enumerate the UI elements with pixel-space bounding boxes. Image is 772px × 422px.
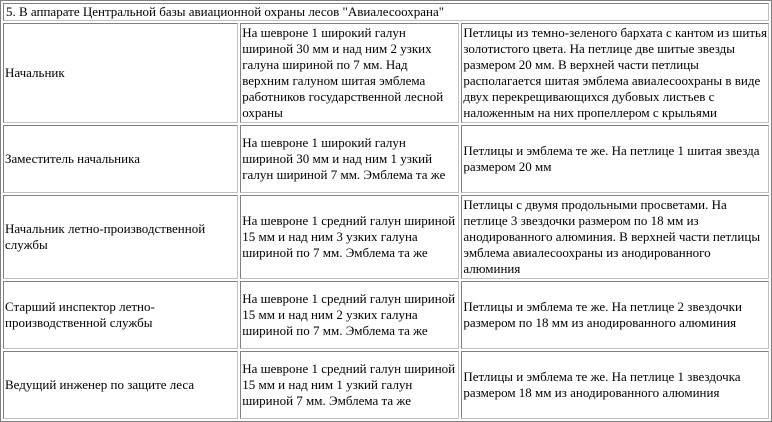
section-title: 5. В аппарате Центральной базы авиационной охраны лесов "Авиалесоохрана" [3,3,769,21]
collar-cell: Петлицы и эмблема те же. На петлице 1 звездочка размером 18 мм из анодированного алюминия [461,351,769,419]
section-heading-row [3,3,769,21]
chevron-cell: На шевроне 1 средний галун шириной 15 мм и над ним 1 узкий галун шириной 7 мм. Эмблема та же [240,351,459,419]
chevron-cell: На шевроне 1 широкий галун шириной 30 мм и над ним 1 узкий галун шириной 7 мм. Эмблема та же [240,125,459,193]
table-row [3,23,769,123]
collar-cell: Петлицы с двумя продольными просветами. На петлице 3 звездочки размером по 18 мм из анодированного алюминия. В верхней части петлицы эмблема авиалесоохраны из анодированного алюминия [461,195,769,279]
position-cell: Начальник летно-производственной службы [3,195,238,279]
collar-cell: Петлицы и эмблема те же. На петлице 1 шитая звезда размером 20 мм [461,125,769,193]
table-row [3,125,769,193]
collar-cell: Петлицы и эмблема те же. На петлице 2 звездочки размером по 18 мм из анодированного алюминия [461,281,769,349]
table-row [3,281,769,349]
chevron-cell: На шевроне 1 широкий галун шириной 30 мм и над ним 2 узких галуна шириной по 7 мм. Над верхним галуном шитая эмблема работников государственной лесной охраны [240,23,459,123]
table-row [3,195,769,279]
table-row [3,351,769,419]
position-cell: Старший инспектор летно-производственной службы [3,281,238,349]
position-cell: Заместитель начальника [3,125,238,193]
position-cell: Начальник [3,23,238,123]
position-cell: Ведущий инженер по защите леса [3,351,238,419]
collar-cell: Петлицы из темно-зеленого бархата с кантом из шитья золотистого цвета. На петлице две шитые звезды размером 20 мм. В верхней части петлицы располагается шитая эмблема авиалесоохраны в виде двух перекрещивающихся дубовых листьев с наложенным на них пропеллером с крыльями [461,23,769,123]
chevron-cell: На шевроне 1 средний галун шириной 15 мм и над ним 3 узких галуна шириной по 7 мм. Эмблема та же [240,195,459,279]
chevron-cell: На шевроне 1 средний галун шириной 15 мм и над ним 2 узких галуна шириной по 7 мм. Эмблема та же [240,281,459,349]
